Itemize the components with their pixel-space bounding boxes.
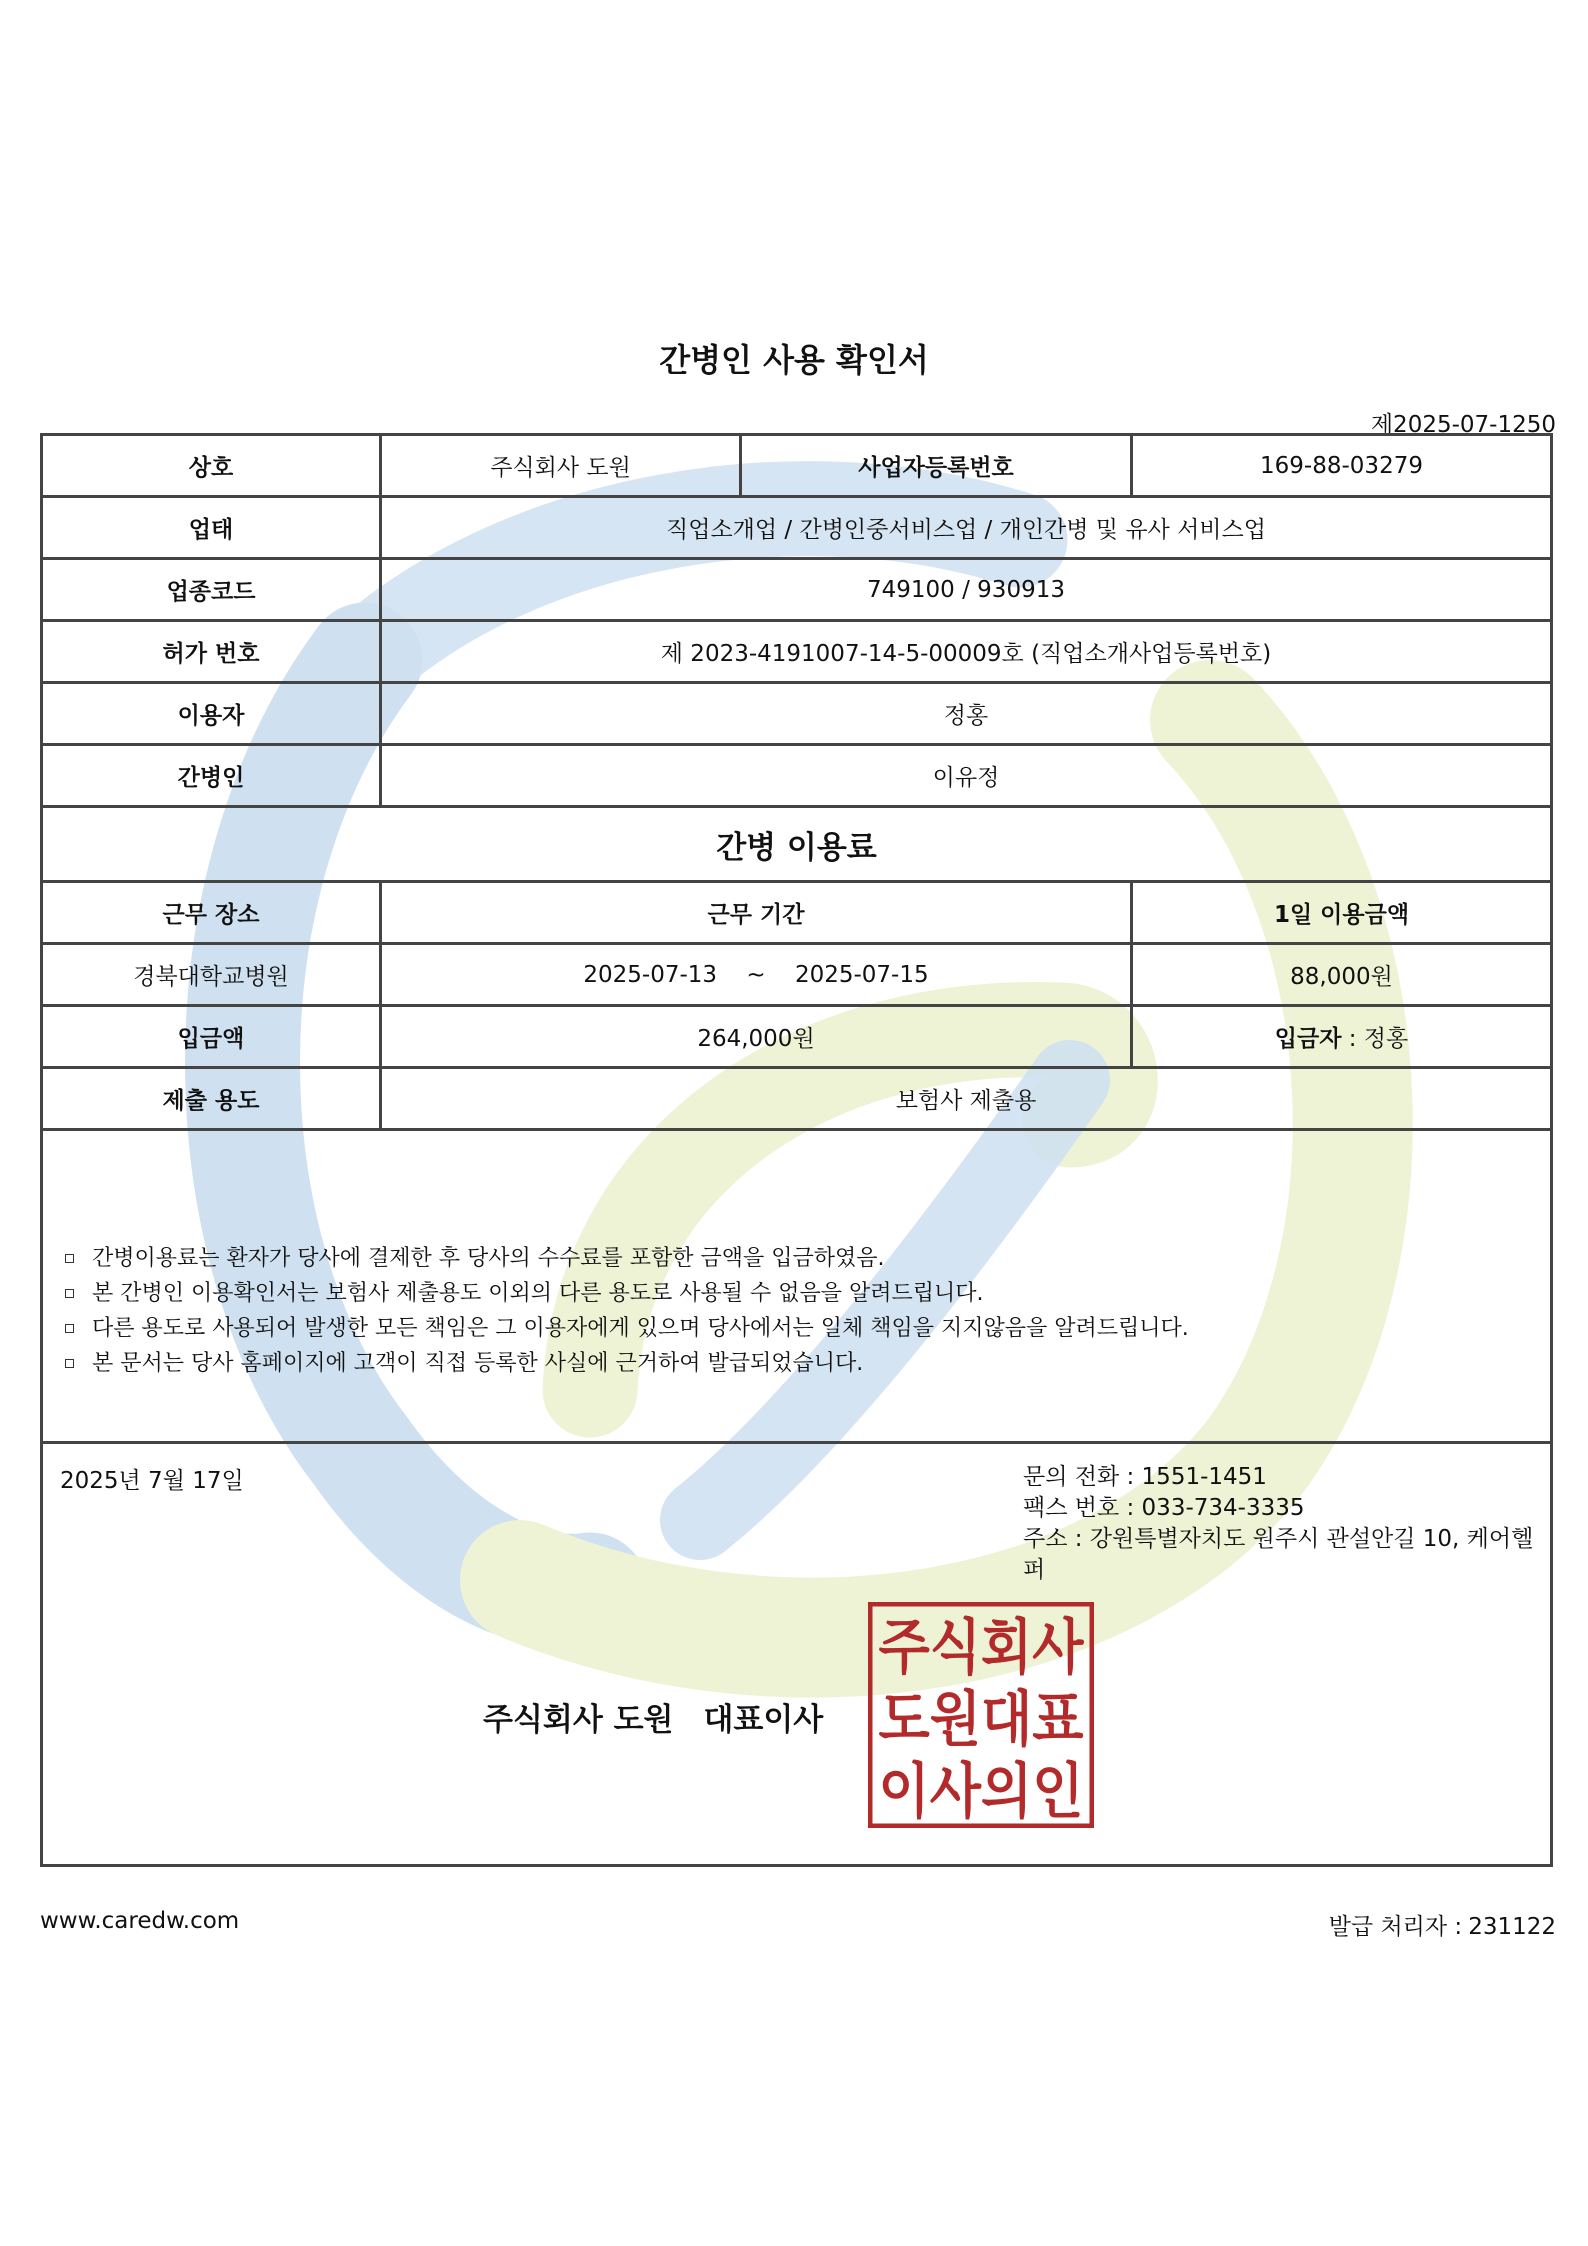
period-label: 근무 기간 [381,882,1132,944]
fax-line: 팩스 번호 : 033-734-3335 [1023,1495,1305,1521]
industry-code-label: 업종코드 [42,559,381,621]
square-bullet-icon [65,1359,74,1368]
user-value: 정홍 [381,683,1552,745]
row-fee-headers [42,882,1552,944]
business-type-label: 업태 [42,497,381,559]
contact-block [1023,1462,1550,1586]
place-value: 경북대학교병원 [42,944,381,1006]
issuer-info [1329,1908,1556,1941]
period-value [381,944,1132,1006]
row-business-type [42,497,1552,559]
signer-company: 주식회사 도원 [483,1702,674,1738]
note-item: 본 문서는 당사 홈페이지에 고객이 직접 등록한 사실에 근거하여 발급되었습니다. [65,1346,1572,1381]
purpose-value: 보험사 제출용 [381,1068,1552,1130]
industry-code-value: 749100 / 930913 [381,559,1552,621]
notes-list [65,1241,1572,1381]
square-bullet-icon [65,1254,74,1263]
company-seal-stamp [868,1602,1094,1828]
svg-text:이사의인: 이사의인 [878,1757,1084,1827]
note-item: 간병이용료는 환자가 당사에 결제한 후 당사의 수수료를 포함한 금액을 입금하였음. [65,1241,1572,1276]
company-label: 상호 [42,435,381,497]
signer-line [483,1694,823,1739]
period-end: 2025-07-15 [794,961,929,988]
document-title: 간병인 사용 확인서 [659,341,929,379]
row-amount [42,1006,1552,1068]
note-item: 다른 용도로 사용되어 발생한 모든 책임은 그 이용자에게 있으며 당사에서는 일체 책임을 지지않음을 알려드립니다. [65,1311,1572,1346]
issuer-label: 발급 처리자 : [1328,1914,1463,1940]
issuer-value: 231122 [1468,1914,1556,1940]
square-bullet-icon [65,1324,74,1333]
daily-label: 1일 이용금액 [1132,882,1552,944]
certificate-table [40,433,1553,1867]
bizno-value: 169-88-03279 [1132,435,1552,497]
website-link[interactable]: www.caredw.com [40,1908,240,1934]
fee-section-title: 간병 이용료 [42,807,1552,882]
row-industry-code [42,559,1552,621]
period-separator: ~ [746,961,766,988]
note-item: 본 간병인 이용확인서는 보험사 제출용도 이외의 다른 용도로 사용될 수 없음을 알려드립니다. [65,1276,1572,1311]
address-line: 주소 : 강원특별자치도 원주시 관설안길 10, 케어헬퍼 [1023,1526,1534,1583]
signer-title: 대표이사 [703,1702,824,1738]
company-value: 주식회사 도원 [381,435,741,497]
amount-value: 264,000원 [381,1006,1132,1068]
payer-label: 입금자 [1274,1026,1342,1052]
bizno-label: 사업자등록번호 [741,435,1132,497]
payer-separator: : [1341,1026,1364,1052]
row-fee-section [42,807,1552,882]
notes-cell [42,1130,1552,1443]
row-purpose [42,1068,1552,1130]
row-caregiver [42,745,1552,807]
row-user [42,683,1552,745]
license-value: 제 2023-4191007-14-5-00009호 (직업소개사업등록번호) [381,621,1552,683]
period-start: 2025-07-13 [583,961,718,988]
footer-cell [42,1443,1552,1866]
amount-label: 입금액 [42,1006,381,1068]
row-notes [42,1130,1552,1443]
row-company [42,435,1552,497]
svg-text:주식회사: 주식회사 [878,1613,1085,1683]
row-license [42,621,1552,683]
daily-value: 88,000원 [1132,944,1552,1006]
business-type-value: 직업소개업 / 간병인중서비스업 / 개인간병 및 유사 서비스업 [381,497,1552,559]
document-number: 제2025-07-1250 [1370,412,1556,438]
square-bullet-icon [65,1289,74,1298]
place-label: 근무 장소 [42,882,381,944]
issue-date: 2025년 7월 17일 [60,1468,244,1494]
row-fee-values [42,944,1552,1006]
payer-cell [1132,1006,1552,1068]
user-label: 이용자 [42,683,381,745]
purpose-label: 제출 용도 [42,1068,381,1130]
payer-value: 정홍 [1363,1026,1409,1052]
row-footer [42,1443,1552,1866]
phone-line: 문의 전화 : 1551-1451 [1023,1464,1267,1490]
caregiver-label: 간병인 [42,745,381,807]
svg-text:도원대표: 도원대표 [878,1685,1084,1755]
caregiver-value: 이유정 [381,745,1552,807]
license-label: 허가 번호 [42,621,381,683]
